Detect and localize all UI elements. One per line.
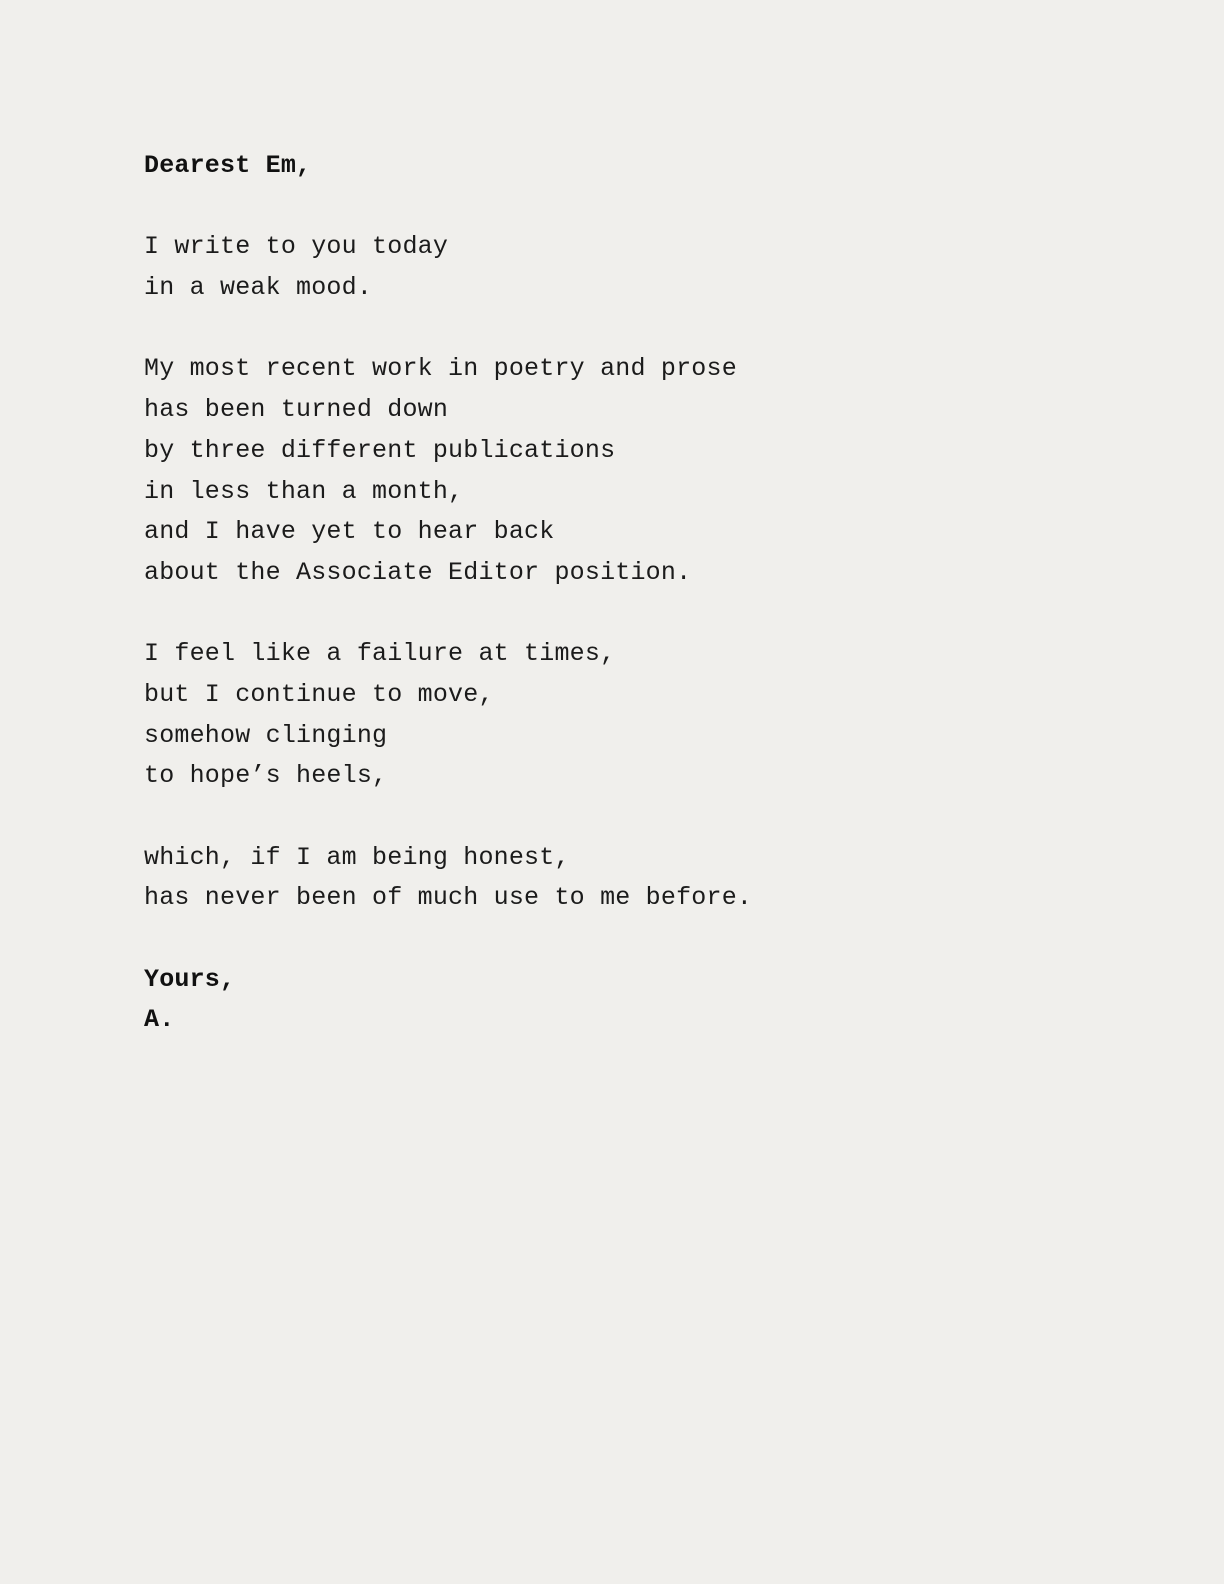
letter-line: I feel like a failure at times, xyxy=(144,639,616,669)
paragraph-spacer xyxy=(144,919,1044,960)
paragraph-spacer xyxy=(144,309,1044,350)
letter-line: about the Associate Editor position. xyxy=(144,557,692,587)
paragraph-1 xyxy=(144,227,1044,308)
letter-line: has been turned down xyxy=(144,395,449,425)
letter-line: has never been of much use to me before. xyxy=(144,883,753,913)
letter-line: and I have yet to hear back xyxy=(144,517,555,547)
letter-line: My most recent work in poetry and prose xyxy=(144,354,737,384)
letter-line: I write to you today xyxy=(144,232,449,262)
paragraph-spacer xyxy=(144,797,1044,838)
paragraph-3 xyxy=(144,634,1044,797)
letter-line: somehow clinging xyxy=(144,720,388,750)
letter-line: by three different publications xyxy=(144,435,616,465)
letter-line: in less than a month, xyxy=(144,476,464,506)
letter-line: to hope’s heels, xyxy=(144,761,388,791)
closing: Yours, xyxy=(144,964,236,994)
letter-line: but I continue to move, xyxy=(144,679,494,709)
signature: A. xyxy=(144,1005,175,1035)
paragraph-spacer xyxy=(144,187,1044,228)
salutation: Dearest Em, xyxy=(144,151,312,180)
letter-line: which, if I am being honest, xyxy=(144,842,570,872)
letter-line: in a weak mood. xyxy=(144,273,373,303)
letter-body xyxy=(144,146,1044,1041)
paragraph-4 xyxy=(144,838,1044,919)
paragraph-spacer xyxy=(144,594,1044,635)
paragraph-2 xyxy=(144,349,1044,593)
